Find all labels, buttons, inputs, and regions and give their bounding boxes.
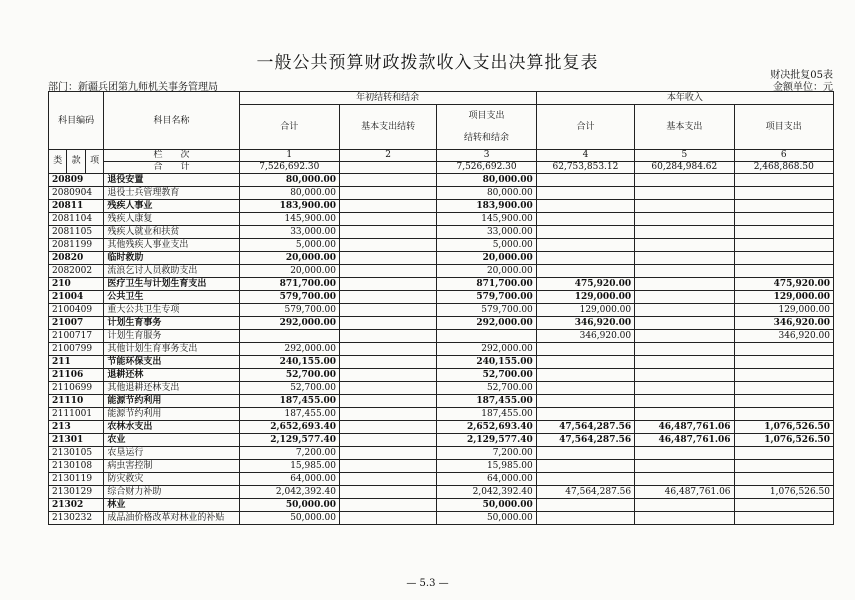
header-code: 科目编码: [49, 92, 104, 150]
row-value: [635, 382, 734, 395]
unit-label: 金额单位：元: [773, 82, 833, 93]
row-value: 183,900.00: [437, 200, 536, 213]
row-value: 5,000.00: [239, 239, 339, 252]
row-value: [536, 382, 634, 395]
row-value: 145,900.00: [239, 213, 339, 226]
row-value: [536, 499, 634, 512]
row-value: [536, 447, 634, 460]
table-row: [49, 213, 834, 226]
row-value: 7,200.00: [437, 447, 536, 460]
row-value: [734, 395, 833, 408]
row-value: [340, 330, 437, 343]
row-value: [536, 356, 634, 369]
row-value: 15,985.00: [437, 460, 536, 473]
row-name: 其他计划生育事务支出: [104, 343, 239, 356]
row-value: 64,000.00: [239, 473, 339, 486]
total-cell: 62,753,853.12: [536, 162, 634, 174]
row-value: [340, 174, 437, 187]
header-xiang: 项: [85, 150, 103, 174]
row-name: 计划生育事务: [104, 317, 239, 330]
row-value: 20,000.00: [437, 265, 536, 278]
row-value: [340, 460, 437, 473]
row-value: 346,920.00: [536, 330, 634, 343]
row-code: 20820: [49, 252, 104, 265]
row-name: 残疾人就业和扶贫: [104, 226, 239, 239]
col-num-3: 3: [437, 150, 536, 162]
table-row: [49, 239, 834, 252]
row-name: 病虫害控制: [104, 460, 239, 473]
row-name: 残疾人事业: [104, 200, 239, 213]
row-name: 综合财力补助: [104, 486, 239, 499]
row-value: [734, 252, 833, 265]
row-value: 292,000.00: [437, 317, 536, 330]
row-name: 节能环保支出: [104, 356, 239, 369]
form-code: 财决批复05表: [770, 70, 833, 81]
row-name: 临时救助: [104, 252, 239, 265]
row-name: 流浪乞讨人员救助支出: [104, 265, 239, 278]
table-row: [49, 317, 834, 330]
row-code: 2130129: [49, 486, 104, 499]
row-value: [734, 408, 833, 421]
row-value: 50,000.00: [239, 512, 339, 525]
row-value: [635, 200, 734, 213]
row-value: 292,000.00: [437, 343, 536, 356]
row-value: [340, 278, 437, 291]
row-value: [340, 473, 437, 486]
row-value: [340, 408, 437, 421]
row-value: 80,000.00: [437, 174, 536, 187]
row-value: [536, 460, 634, 473]
row-name: 退役安置: [104, 174, 239, 187]
row-code: 2130119: [49, 473, 104, 486]
row-value: 129,000.00: [734, 291, 833, 304]
row-value: [635, 512, 734, 525]
table-row: [49, 278, 834, 291]
row-value: 240,155.00: [437, 356, 536, 369]
row-value: [340, 486, 437, 499]
row-value: [635, 447, 734, 460]
row-value: [340, 356, 437, 369]
row-value: [734, 343, 833, 356]
row-value: 187,455.00: [437, 408, 536, 421]
row-value: 2,129,577.40: [437, 434, 536, 447]
row-name: 公共卫生: [104, 291, 239, 304]
header-total: 合计: [239, 105, 339, 150]
row-value: [340, 226, 437, 239]
row-value: [635, 395, 734, 408]
row-value: 129,000.00: [536, 291, 634, 304]
row-value: 129,000.00: [536, 304, 634, 317]
table-row: [49, 486, 834, 499]
row-value: [536, 395, 634, 408]
row-value: [340, 187, 437, 200]
row-value: 52,700.00: [239, 382, 339, 395]
row-value: [340, 317, 437, 330]
row-value: 15,985.00: [239, 460, 339, 473]
total-cell: 60,284,984.62: [635, 162, 734, 174]
row-code: 210: [49, 278, 104, 291]
row-code: 21007: [49, 317, 104, 330]
row-value: [340, 252, 437, 265]
row-code: 2110699: [49, 382, 104, 395]
row-value: 52,700.00: [437, 382, 536, 395]
table-row: [49, 330, 834, 343]
row-value: 50,000.00: [239, 499, 339, 512]
table-row: [49, 304, 834, 317]
row-value: 579,700.00: [239, 304, 339, 317]
row-value: [734, 512, 833, 525]
row-value: [536, 174, 634, 187]
row-code: 20809: [49, 174, 104, 187]
row-code: 2100799: [49, 343, 104, 356]
row-value: [635, 460, 734, 473]
table-row: [49, 421, 834, 434]
row-name: 能源节约利用: [104, 408, 239, 421]
row-value: 475,920.00: [734, 278, 833, 291]
row-value: [536, 252, 634, 265]
row-value: [340, 304, 437, 317]
row-code: 2081199: [49, 239, 104, 252]
header-basic-exp: 基本支出: [635, 105, 734, 150]
row-value: [340, 265, 437, 278]
row-value: [635, 252, 734, 265]
row-value: [635, 213, 734, 226]
row-code: 2100717: [49, 330, 104, 343]
row-value: [340, 447, 437, 460]
row-value: [536, 408, 634, 421]
row-value: 2,129,577.40: [239, 434, 339, 447]
row-value: 47,564,287.56: [536, 434, 634, 447]
row-value: 50,000.00: [437, 499, 536, 512]
row-value: 346,920.00: [734, 330, 833, 343]
row-value: 50,000.00: [437, 512, 536, 525]
row-value: [635, 291, 734, 304]
table-row: [49, 512, 834, 525]
total-cell: [340, 162, 437, 174]
row-value: [734, 174, 833, 187]
header-group-begin: 年初结转和结余: [239, 92, 536, 105]
row-value: [340, 421, 437, 434]
table-row: [49, 499, 834, 512]
row-value: [340, 499, 437, 512]
row-value: 20,000.00: [239, 265, 339, 278]
row-code: 21110: [49, 395, 104, 408]
row-value: [536, 200, 634, 213]
row-value: [734, 187, 833, 200]
col-num-1: 1: [239, 150, 339, 162]
row-code: 2080904: [49, 187, 104, 200]
row-value: 47,564,287.56: [536, 421, 634, 434]
row-value: [437, 330, 536, 343]
row-value: 1,076,526.50: [734, 421, 833, 434]
row-code: 20811: [49, 200, 104, 213]
row-code: 21106: [49, 369, 104, 382]
row-value: 2,042,392.40: [437, 486, 536, 499]
row-value: [635, 473, 734, 486]
row-value: [239, 330, 339, 343]
row-name: 医疗卫生与计划生育支出: [104, 278, 239, 291]
row-value: [734, 460, 833, 473]
row-value: 346,920.00: [734, 317, 833, 330]
row-value: 579,700.00: [437, 304, 536, 317]
row-value: 475,920.00: [536, 278, 634, 291]
row-value: 2,042,392.40: [239, 486, 339, 499]
row-value: [536, 473, 634, 486]
row-value: [635, 369, 734, 382]
row-value: 80,000.00: [239, 187, 339, 200]
table-row: [49, 174, 834, 187]
row-value: [635, 187, 734, 200]
row-value: 33,000.00: [437, 226, 536, 239]
row-value: 52,700.00: [437, 369, 536, 382]
row-code: 21004: [49, 291, 104, 304]
row-code: 2081104: [49, 213, 104, 226]
row-value: 7,200.00: [239, 447, 339, 460]
row-value: [635, 408, 734, 421]
row-value: 5,000.00: [437, 239, 536, 252]
row-value: 292,000.00: [239, 343, 339, 356]
table-row: [49, 200, 834, 213]
row-value: 80,000.00: [437, 187, 536, 200]
row-value: [734, 447, 833, 460]
row-value: 1,076,526.50: [734, 434, 833, 447]
header-project-carry-line1: 项目支出: [468, 111, 505, 121]
row-code: 2111001: [49, 408, 104, 421]
table-row: [49, 265, 834, 278]
row-value: 52,700.00: [239, 369, 339, 382]
row-value: [536, 187, 634, 200]
row-value: [734, 265, 833, 278]
row-value: [734, 473, 833, 486]
row-value: [340, 395, 437, 408]
row-value: [340, 512, 437, 525]
row-code: 211: [49, 356, 104, 369]
header-group-income: 本年收入: [536, 92, 833, 105]
row-value: [635, 226, 734, 239]
page-title: 一般公共预算财政拨款收入支出决算批复表: [256, 53, 599, 73]
table-row: [49, 291, 834, 304]
row-value: [340, 369, 437, 382]
row-value: 145,900.00: [437, 213, 536, 226]
row-value: 346,920.00: [536, 317, 634, 330]
table-row: [49, 187, 834, 200]
row-name: 退耕还林: [104, 369, 239, 382]
row-name: 防灾救灾: [104, 473, 239, 486]
row-value: 871,700.00: [437, 278, 536, 291]
table-row: [49, 434, 834, 447]
row-code: 2130108: [49, 460, 104, 473]
row-value: [340, 200, 437, 213]
row-value: [635, 317, 734, 330]
row-value: [734, 239, 833, 252]
row-value: [536, 226, 634, 239]
row-value: 46,487,761.06: [635, 421, 734, 434]
row-code: 21302: [49, 499, 104, 512]
header-project-carry-line2: 结转和结余: [464, 133, 510, 143]
table-row: [49, 408, 834, 421]
row-value: [635, 278, 734, 291]
row-value: [635, 265, 734, 278]
table-row: [49, 369, 834, 382]
row-name: 农业: [104, 434, 239, 447]
row-value: [635, 343, 734, 356]
row-value: [340, 434, 437, 447]
row-value: 20,000.00: [437, 252, 536, 265]
header-name: 科目名称: [104, 92, 239, 150]
total-cell: 2,468,868.50: [734, 162, 833, 174]
row-name: 计划生育服务: [104, 330, 239, 343]
row-value: 187,455.00: [239, 408, 339, 421]
row-value: 579,700.00: [239, 291, 339, 304]
row-code: 2130232: [49, 512, 104, 525]
row-name: 能源节约利用: [104, 395, 239, 408]
row-value: 129,000.00: [734, 304, 833, 317]
col-num-6: 6: [734, 150, 833, 162]
row-value: [635, 239, 734, 252]
row-value: [734, 499, 833, 512]
row-value: [536, 369, 634, 382]
row-name: 成品油价格改革对林业的补贴: [104, 512, 239, 525]
row-value: [536, 239, 634, 252]
col-num-5: 5: [635, 150, 734, 162]
row-value: [635, 304, 734, 317]
row-value: 1,076,526.50: [734, 486, 833, 499]
row-code: 2081105: [49, 226, 104, 239]
header-lanci: 栏 次: [104, 150, 239, 162]
row-value: 46,487,761.06: [635, 486, 734, 499]
row-value: [536, 265, 634, 278]
header-project-carry: [437, 105, 536, 150]
header-lei: 类: [49, 150, 67, 174]
row-code: 213: [49, 421, 104, 434]
row-value: [340, 291, 437, 304]
header-basic-carry: 基本支出结转: [340, 105, 437, 150]
row-value: 20,000.00: [239, 252, 339, 265]
row-value: [734, 213, 833, 226]
header-kuan: 款: [67, 150, 85, 174]
table-row: [49, 382, 834, 395]
row-name: 重大公共卫生专项: [104, 304, 239, 317]
table-row: [49, 460, 834, 473]
row-value: [734, 369, 833, 382]
row-name: 农林水支出: [104, 421, 239, 434]
row-value: 240,155.00: [239, 356, 339, 369]
row-value: [734, 382, 833, 395]
table-row: [49, 252, 834, 265]
header-heji: 合 计: [104, 162, 239, 174]
row-value: 183,900.00: [239, 200, 339, 213]
row-value: 187,455.00: [437, 395, 536, 408]
row-value: [635, 356, 734, 369]
table-row: [49, 447, 834, 460]
header-project-exp: 项目支出: [734, 105, 833, 150]
row-value: 64,000.00: [437, 473, 536, 486]
row-value: [635, 330, 734, 343]
row-name: 其他残疾人事业支出: [104, 239, 239, 252]
row-value: [340, 343, 437, 356]
table-body: [49, 174, 834, 525]
row-value: [340, 239, 437, 252]
col-num-2: 2: [340, 150, 437, 162]
row-value: [340, 382, 437, 395]
row-value: [734, 200, 833, 213]
page-number: — 5.3 —: [406, 578, 449, 589]
row-code: 2130105: [49, 447, 104, 460]
row-value: [734, 356, 833, 369]
header-income-total: 合计: [536, 105, 634, 150]
table-row: [49, 356, 834, 369]
table-row: [49, 226, 834, 239]
row-value: [340, 213, 437, 226]
row-value: 2,652,693.40: [239, 421, 339, 434]
table-row: [49, 395, 834, 408]
row-value: 292,000.00: [239, 317, 339, 330]
row-value: [536, 343, 634, 356]
budget-table: [48, 91, 834, 525]
total-cell: 7,526,692.30: [239, 162, 339, 174]
department-label: 部门：新疆兵团第九师机关事务管理局: [48, 82, 218, 93]
row-name: 其他退耕还林支出: [104, 382, 239, 395]
row-code: 2100409: [49, 304, 104, 317]
row-value: [536, 213, 634, 226]
row-name: 林业: [104, 499, 239, 512]
row-code: 21301: [49, 434, 104, 447]
row-value: [536, 512, 634, 525]
row-value: [635, 499, 734, 512]
row-name: 退役士兵管理教育: [104, 187, 239, 200]
table-row: [49, 343, 834, 356]
row-value: 2,652,693.40: [437, 421, 536, 434]
row-value: 33,000.00: [239, 226, 339, 239]
row-code: 2082002: [49, 265, 104, 278]
row-value: 579,700.00: [437, 291, 536, 304]
row-name: 农垦运行: [104, 447, 239, 460]
row-value: 187,455.00: [239, 395, 339, 408]
table-row: [49, 473, 834, 486]
row-value: 871,700.00: [239, 278, 339, 291]
row-value: [635, 174, 734, 187]
row-name: 残疾人康复: [104, 213, 239, 226]
total-cell: 7,526,692.30: [437, 162, 536, 174]
row-value: 46,487,761.06: [635, 434, 734, 447]
row-value: 80,000.00: [239, 174, 339, 187]
row-value: 47,564,287.56: [536, 486, 634, 499]
col-num-4: 4: [536, 150, 634, 162]
row-value: [734, 226, 833, 239]
